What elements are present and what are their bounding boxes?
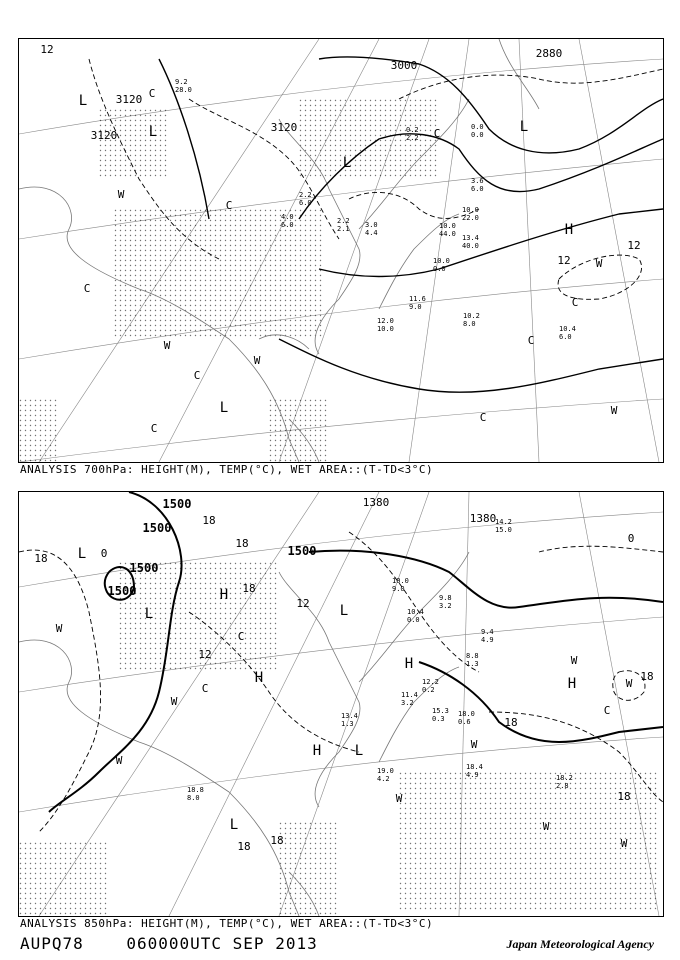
svg-text:2.1: 2.1	[337, 225, 350, 233]
svg-text:12: 12	[296, 597, 310, 610]
svg-text:10.0: 10.0	[377, 325, 394, 333]
svg-text:W: W	[117, 188, 125, 201]
svg-text:C: C	[433, 127, 441, 140]
svg-text:12: 12	[40, 43, 54, 56]
station-plot	[406, 126, 419, 142]
svg-text:0.0: 0.0	[471, 131, 484, 139]
svg-text:12.0: 12.0	[377, 317, 394, 325]
svg-text:10.0: 10.0	[392, 577, 409, 585]
weather-chart-700hpa	[19, 39, 663, 462]
station-plot	[377, 317, 394, 333]
station-plot	[299, 191, 312, 207]
contour-label: 3000	[390, 59, 418, 72]
station-plot	[377, 767, 394, 783]
svg-text:W: W	[620, 837, 628, 850]
svg-text:2.2: 2.2	[299, 191, 312, 199]
svg-text:8.8: 8.8	[466, 652, 479, 660]
svg-text:3.0: 3.0	[365, 221, 378, 229]
svg-text:W: W	[55, 622, 63, 635]
svg-text:18: 18	[504, 716, 518, 729]
svg-text:4.0: 4.0	[281, 213, 294, 221]
svg-text:L: L	[519, 119, 529, 135]
svg-text:4.4: 4.4	[365, 229, 378, 237]
svg-text:0: 0	[627, 532, 635, 545]
svg-text:C: C	[225, 199, 233, 212]
svg-text:12: 12	[198, 648, 212, 661]
svg-text:W: W	[395, 792, 403, 805]
svg-text:H: H	[312, 743, 322, 759]
svg-text:L: L	[229, 817, 239, 833]
station-plot	[187, 786, 204, 802]
station-plot	[462, 206, 479, 222]
station-plot	[481, 628, 494, 644]
map-panel-850hpa	[18, 491, 664, 917]
svg-text:1.3: 1.3	[466, 660, 479, 668]
svg-text:10.2: 10.2	[463, 312, 480, 320]
svg-text:18.2: 18.2	[556, 774, 573, 782]
map-panel-700hpa	[18, 38, 664, 463]
svg-text:12.2: 12.2	[422, 678, 439, 686]
svg-text:10.0: 10.0	[433, 257, 450, 265]
station-plot	[392, 577, 409, 593]
svg-text:0.3: 0.3	[432, 715, 445, 723]
product-id: AUPQ78	[20, 934, 84, 953]
svg-text:22.0: 22.0	[462, 214, 479, 222]
svg-text:H: H	[404, 656, 414, 672]
station-plot	[458, 710, 475, 726]
station-plot	[401, 691, 418, 707]
svg-text:W: W	[542, 820, 550, 833]
svg-text:6.0: 6.0	[471, 185, 484, 193]
svg-text:1380: 1380	[362, 496, 390, 509]
station-plot	[409, 295, 426, 311]
svg-text:18: 18	[202, 514, 216, 527]
contour-label: 2880	[535, 47, 563, 60]
svg-text:1500: 1500	[142, 521, 172, 535]
svg-text:W: W	[625, 677, 633, 690]
svg-text:1500: 1500	[287, 544, 317, 558]
svg-text:C: C	[571, 296, 579, 309]
svg-text:9.0: 9.0	[409, 303, 422, 311]
svg-text:12: 12	[557, 254, 571, 267]
svg-text:2.2: 2.2	[337, 217, 350, 225]
station-plot	[422, 678, 439, 694]
svg-text:9.0: 9.0	[392, 585, 405, 593]
svg-text:W: W	[115, 754, 123, 767]
svg-text:C: C	[193, 369, 201, 382]
svg-text:12: 12	[627, 239, 641, 252]
svg-text:8.0: 8.0	[463, 320, 476, 328]
svg-text:L: L	[342, 155, 352, 171]
station-plot	[495, 518, 512, 534]
svg-text:C: C	[237, 630, 245, 643]
svg-text:C: C	[603, 704, 611, 717]
weather-chart-850hpa	[19, 492, 663, 916]
svg-text:19.0: 19.0	[377, 767, 394, 775]
station-plot	[365, 221, 378, 237]
svg-text:H: H	[567, 676, 577, 692]
svg-text:18: 18	[242, 582, 256, 595]
svg-text:W: W	[595, 257, 603, 270]
contour-label: 3120	[90, 129, 118, 142]
svg-text:1380: 1380	[469, 512, 497, 525]
svg-text:1500: 1500	[129, 561, 159, 575]
svg-text:0.0: 0.0	[471, 123, 484, 131]
wet-area-stipple	[19, 99, 439, 462]
svg-text:11.6: 11.6	[409, 295, 426, 303]
svg-text:18.8: 18.8	[187, 786, 204, 794]
svg-text:W: W	[570, 654, 578, 667]
station-plot	[471, 177, 484, 193]
svg-text:18: 18	[640, 670, 654, 683]
contour-label: 3120	[270, 121, 298, 134]
svg-text:C: C	[148, 87, 156, 100]
svg-text:C: C	[150, 422, 158, 435]
svg-text:9.4: 9.4	[481, 628, 494, 636]
svg-text:18.0: 18.0	[458, 710, 475, 718]
valid-time: 060000UTC SEP 2013	[126, 934, 318, 953]
svg-text:0.2: 0.2	[406, 126, 419, 134]
svg-text:6.0: 6.0	[281, 221, 294, 229]
station-plot	[281, 213, 294, 229]
svg-text:13.4: 13.4	[341, 712, 358, 720]
station-plot	[463, 312, 480, 328]
svg-text:15.3: 15.3	[432, 707, 449, 715]
svg-text:0.6: 0.6	[458, 718, 471, 726]
svg-text:W: W	[470, 738, 478, 751]
svg-text:40.0: 40.0	[462, 242, 479, 250]
svg-text:H: H	[254, 670, 264, 686]
panel-caption-850hpa: ANALYSIS 850hPa: HEIGHT(M), TEMP(°C), WET AREA::(T-TD<3°C)	[20, 917, 434, 930]
station-plot	[559, 325, 576, 341]
svg-text:W: W	[163, 339, 171, 352]
svg-text:4.9: 4.9	[481, 636, 494, 644]
panel-caption-700hpa: ANALYSIS 700hPa: HEIGHT(M), TEMP(°C), WET AREA::(T-TD<3°C)	[20, 463, 434, 476]
svg-text:L: L	[78, 93, 88, 109]
svg-text:L: L	[148, 124, 158, 140]
svg-text:C: C	[479, 411, 487, 424]
svg-text:18.4: 18.4	[466, 763, 483, 771]
svg-text:13.4: 13.4	[462, 234, 479, 242]
svg-text:3.2: 3.2	[401, 699, 414, 707]
svg-text:14.2: 14.2	[495, 518, 512, 526]
svg-text:9.8: 9.8	[439, 594, 452, 602]
svg-text:0.0: 0.0	[433, 265, 446, 273]
svg-text:44.0: 44.0	[439, 230, 456, 238]
svg-text:H: H	[219, 587, 229, 603]
svg-text:L: L	[339, 603, 349, 619]
svg-text:18: 18	[34, 552, 48, 565]
svg-text:8.0: 8.0	[187, 794, 200, 802]
svg-text:3.6: 3.6	[471, 177, 484, 185]
svg-text:6.0: 6.0	[299, 199, 312, 207]
svg-text:0.2: 0.2	[422, 686, 435, 694]
svg-text:C: C	[83, 282, 91, 295]
svg-text:15.0: 15.0	[495, 526, 512, 534]
station-plot	[337, 217, 350, 233]
station-plot	[175, 78, 192, 94]
station-plot	[432, 707, 449, 723]
agency-credit: Japan Meteorological Agency	[506, 937, 654, 951]
svg-text:0.0: 0.0	[407, 616, 420, 624]
svg-text:3.2: 3.2	[439, 602, 452, 610]
svg-text:C: C	[527, 334, 535, 347]
svg-text:4.2: 4.2	[377, 775, 390, 783]
svg-text:18: 18	[237, 840, 251, 853]
svg-text:L: L	[219, 400, 229, 416]
svg-text:18: 18	[270, 834, 284, 847]
svg-text:W: W	[253, 354, 261, 367]
svg-text:L: L	[354, 743, 364, 759]
station-plot	[471, 123, 484, 139]
svg-text:6.0: 6.0	[559, 333, 572, 341]
station-plot	[407, 608, 424, 624]
svg-text:L: L	[77, 546, 87, 562]
svg-text:18: 18	[617, 790, 631, 803]
svg-text:10.4: 10.4	[407, 608, 424, 616]
svg-text:H: H	[564, 222, 574, 238]
station-plot	[462, 234, 479, 250]
svg-text:W: W	[170, 695, 178, 708]
svg-text:11.4: 11.4	[401, 691, 418, 699]
svg-text:2.8: 2.8	[556, 782, 569, 790]
svg-text:L: L	[144, 606, 154, 622]
svg-text:18: 18	[235, 537, 249, 550]
svg-text:1500: 1500	[107, 584, 137, 598]
svg-text:C: C	[201, 682, 209, 695]
svg-text:2.2: 2.2	[406, 134, 419, 142]
svg-text:4.9: 4.9	[466, 771, 479, 779]
product-header	[20, 934, 318, 953]
svg-text:1.3: 1.3	[341, 720, 354, 728]
station-plot	[433, 257, 450, 273]
svg-text:W: W	[610, 404, 618, 417]
svg-text:0: 0	[100, 547, 108, 560]
svg-text:28.0: 28.0	[175, 86, 192, 94]
svg-text:1500: 1500	[162, 497, 192, 511]
svg-text:10.0: 10.0	[462, 206, 479, 214]
svg-text:10.4: 10.4	[559, 325, 576, 333]
height-labels-thin	[363, 496, 497, 525]
station-plot	[439, 222, 456, 238]
station-plot	[439, 594, 452, 610]
svg-text:10.0: 10.0	[439, 222, 456, 230]
svg-text:9.2: 9.2	[175, 78, 188, 86]
contour-label: 3120	[115, 93, 143, 106]
station-plot	[466, 652, 479, 668]
